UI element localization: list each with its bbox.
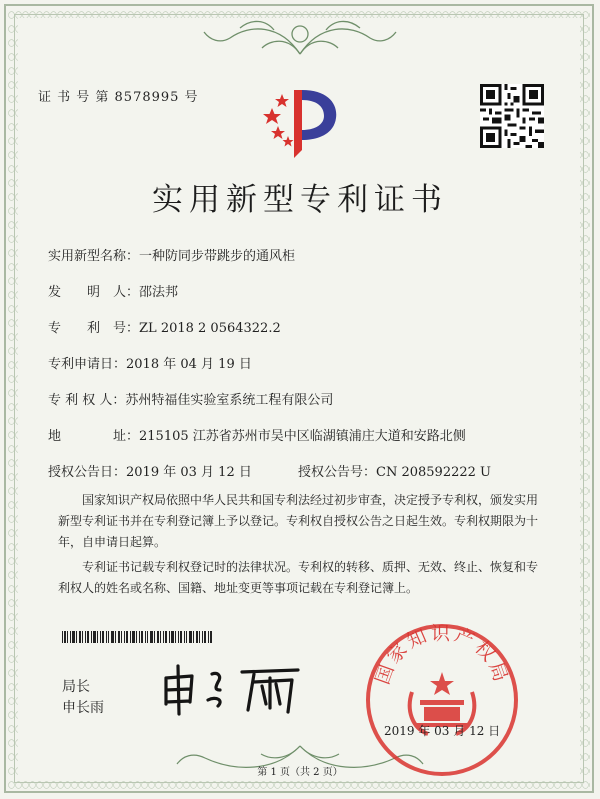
field-value: CN 208592222 U	[376, 465, 491, 480]
certificate-number: 证 书 号 第 8578995 号	[38, 90, 199, 105]
field-label: 授权公告日：	[48, 465, 127, 480]
field-address	[48, 425, 466, 444]
seal-date: 2019 年 03 月 12 日	[384, 724, 501, 738]
certificate-title: 实用新型专利证书	[152, 182, 448, 218]
field-value: 苏州特福佳实验室系统工程有限公司	[125, 393, 334, 408]
field-value: 2019 年 03 月 12 日	[126, 465, 252, 480]
field-grant-number	[298, 461, 491, 480]
handwritten-signature	[158, 660, 308, 716]
field-label: 专 利 权 人：	[48, 393, 126, 408]
qr-code-icon	[480, 84, 544, 148]
signature-title: 局长	[62, 679, 90, 695]
field-application-date	[48, 353, 252, 372]
field-label: 专 利 号：	[48, 321, 140, 336]
field-patentee	[48, 389, 333, 408]
top-ornament	[200, 14, 400, 60]
field-label: 授权公告号：	[298, 465, 377, 480]
field-label: 发 明 人：	[48, 285, 140, 300]
field-patent-number	[48, 317, 281, 336]
field-label: 地 址：	[48, 429, 140, 444]
field-value: 215105 江苏省苏州市吴中区临湖镇浦庄大道和安路北侧	[139, 429, 466, 444]
field-value: 邵法邦	[139, 285, 179, 300]
body-paragraph-2: 专利证书记载专利权登记时的法律状况。专利权的转移、质押、无效、终止、恢复和专利权人的姓名或名称、国籍、地址变更等事项记载在专利登记簿上。	[58, 560, 539, 595]
field-label: 实用新型名称：	[48, 249, 140, 264]
body-paragraph-1: 国家知识产权局依照中华人民共和国专利法经过初步审查，决定授予专利权，颁发实用新型专利证书并在专利登记簿上予以登记。专利权自授权公告之日起生效。专利权期限为十年，自申请日起算。	[58, 493, 539, 549]
seal-text: 国家知识产权局	[371, 622, 513, 688]
field-value: 2018 年 04 月 19 日	[126, 357, 252, 372]
field-value: ZL 2018 2 0564322.2	[139, 321, 281, 336]
field-label: 专利申请日：	[48, 357, 127, 372]
field-utility-name	[48, 245, 295, 264]
official-seal	[362, 620, 522, 780]
signature-name: 申长雨	[62, 700, 104, 716]
page-number: 第 1 页（共 2 页）	[257, 767, 343, 778]
barcode-icon	[62, 631, 212, 643]
field-value: 一种防同步带跳步的通风柜	[139, 249, 296, 264]
field-inventor	[48, 281, 178, 300]
cnipa-logo-icon	[258, 78, 342, 162]
field-grant-date	[48, 461, 252, 480]
